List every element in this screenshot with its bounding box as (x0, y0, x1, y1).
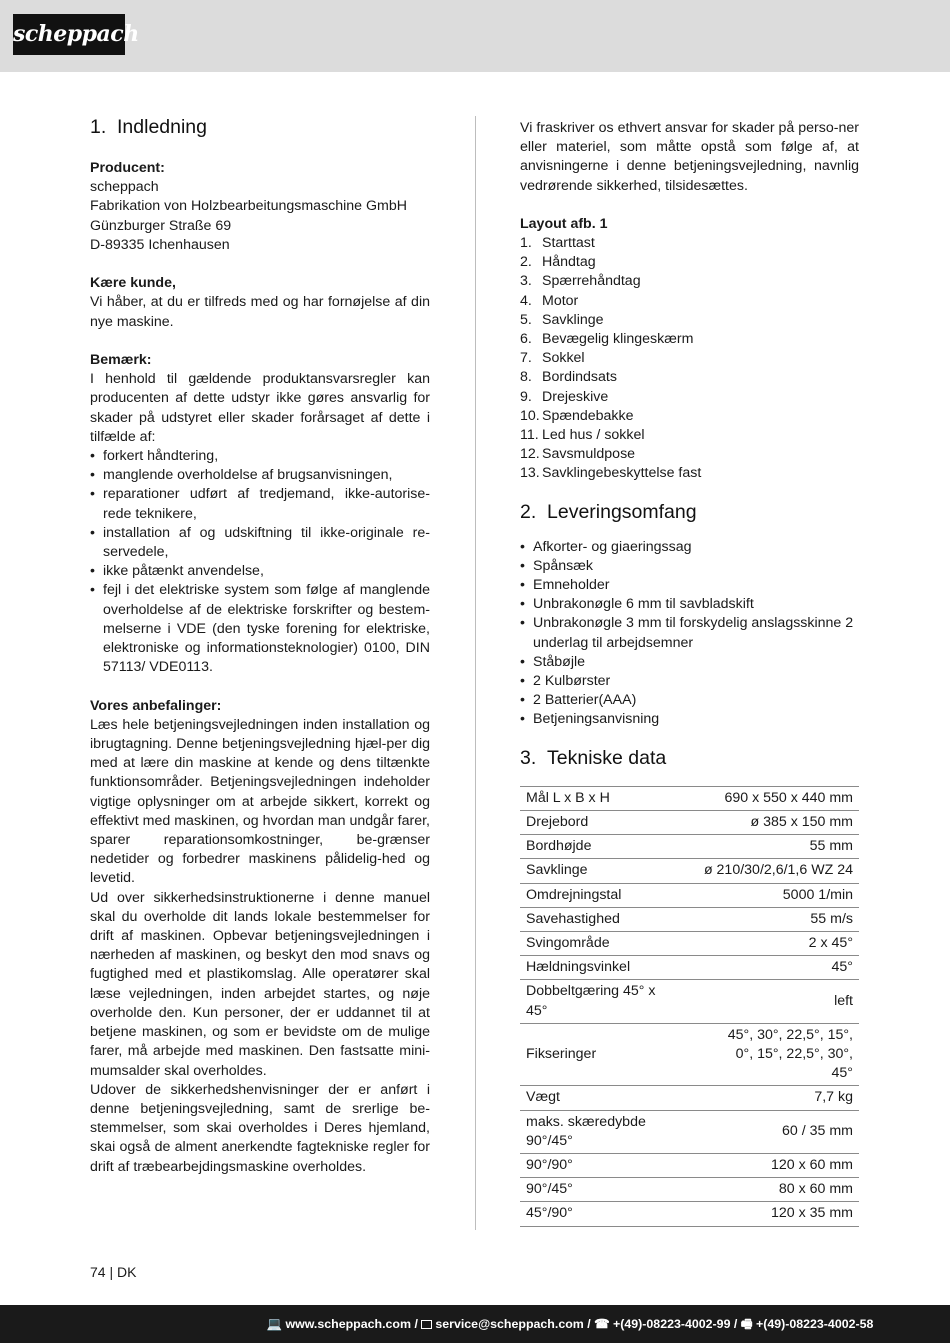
spec-label: Savehastighed (520, 907, 682, 931)
spec-value: 45°, 30°, 22,5°, 15°, 0°, 15°, 22,5°, 30°, 45° (682, 1023, 859, 1086)
layout-item: 1. Starttast (520, 235, 595, 252)
table-row (520, 931, 859, 955)
delivery-list (520, 538, 859, 730)
spec-label: Savklinge (520, 859, 682, 883)
layout-item: 11. Led hus / sokkel (520, 427, 645, 444)
delivery-item: • Ståbøjle (520, 653, 859, 672)
section-heading-intro: 1. Indledning (90, 116, 207, 138)
table-row (520, 1202, 859, 1226)
delivery-item: • Afkorter- og giaeringssag (520, 538, 859, 557)
spec-value: 2 x 45° (682, 931, 859, 955)
spec-value: ø 210/30/2,6/1,6 WZ 24 (682, 859, 859, 883)
spec-label: Mål L x B x H (520, 786, 682, 810)
spec-label: Vægt (520, 1086, 682, 1110)
list-item: • forkert håndtering, (90, 447, 430, 466)
list-item: • fejl i det elektriske system som følge af manglende overholdelse af de elektriske forskrifter og bestem-melserne i VDE (den tyske forening for elektriske, elektroniske og informationsteknologier) 0100, DIN 57113/ VDE0113. (90, 581, 430, 677)
layout-item: 2. Håndtag (520, 254, 596, 271)
note-label: Bemærk: (90, 352, 152, 368)
spec-label: 90°/45° (520, 1178, 682, 1202)
producer-label: Producent: (90, 160, 165, 176)
mail-icon (421, 1320, 432, 1329)
spec-value: 60 / 35 mm (682, 1110, 859, 1153)
spec-value: 80 x 60 mm (682, 1178, 859, 1202)
delivery-item: • Spånsæk (520, 557, 859, 576)
layout-item: 4. Motor (520, 292, 579, 309)
spec-label: Dobbeltgæring 45° x 45° (520, 980, 682, 1023)
recommendation-paragraph: Udover de sikkerhedshenvisninger der er anført i denne betjeningsvejledning, samt de srerlige be-stemmelser, som skai overholdes i Deres hjemland, skai også de alment anerkendte fagtekniske regler for drift af træbearbejdingsmaskine overholdes. (90, 1081, 430, 1175)
delivery-item: • Emneholder (520, 576, 859, 595)
table-row (520, 810, 859, 834)
section-heading-delivery: 2. Leveringsomfang (520, 500, 697, 523)
page-header (0, 0, 950, 72)
phone-number: +(49)-08223-4002-99 (613, 1317, 731, 1331)
layout-item: 9. Drejeskive (520, 388, 609, 405)
email-link[interactable]: service@scheppach.com (435, 1317, 584, 1331)
table-row (520, 907, 859, 931)
spec-label: 90°/90° (520, 1153, 682, 1177)
list-item: • reparationer udført af tredjemand, ikke-autorise-rede teknikere, (90, 485, 430, 523)
contact-footer: 💻 www.scheppach.com / service@scheppach.com / ☎ +(49)-08223-4002-99 / 🖷 +(49)-08223-4002-58 (0, 1305, 950, 1343)
tech-data-table (520, 786, 859, 1227)
table-row (520, 859, 859, 883)
layout-list (520, 234, 859, 484)
greeting-label: Kære kunde, (90, 275, 176, 292)
layout-item: 3. Spærrehåndtag (520, 273, 641, 290)
spec-label: maks. skæredybde 90°/45° (520, 1110, 682, 1153)
layout-item: 10. Spændebakke (520, 407, 634, 424)
layout-item: 8. Bordindsats (520, 369, 617, 386)
table-row (520, 835, 859, 859)
delivery-item: • Unbrakonøgle 6 mm til savbladskift (520, 595, 859, 614)
greeting-text: Vi håber, at du er tilfreds med og har fornøjelse af din nye maskine. (90, 294, 430, 330)
delivery-item: • Betjeningsanvisning (520, 710, 859, 729)
website-link[interactable]: www.scheppach.com (285, 1317, 412, 1331)
spec-value: 120 x 60 mm (682, 1153, 859, 1177)
recommendations-label: Vores anbefalinger: (90, 697, 222, 714)
delivery-item: • 2 Batterier(AAA) (520, 691, 859, 710)
column-divider (475, 116, 476, 1230)
list-item: • ikke påtænkt anvendelse, (90, 562, 430, 581)
computer-icon: 💻 (266, 1317, 283, 1331)
table-row (520, 883, 859, 907)
layout-item: 6. Bevægelig klingeskærm (520, 331, 694, 348)
spec-label: Bordhøjde (520, 835, 682, 859)
note-list (90, 447, 430, 677)
page-number: 74 | DK (90, 1264, 137, 1280)
delivery-item: • 2 Kulbørster (520, 672, 859, 691)
table-row (520, 786, 859, 810)
phone-icon: ☎ (594, 1317, 610, 1331)
table-row (520, 1178, 859, 1202)
table-row (520, 1110, 859, 1153)
table-row (520, 1023, 859, 1086)
spec-value: ø 385 x 150 mm (682, 810, 859, 834)
recommendation-paragraph: Ud over sikkerhedsinstruktionerne i denne manuel skal du overholde dit lands lokale bestemmelser for drift af maskinen. Opbevar betjeningsvejledningen i nærheden af maskinen, og beskyt den mod snavs og fugtighed med et plastikomslag. Alle operatører skal læse vejledningen, inden arbejdet startes, og nøje overholde den. Kun personer, der er uddannet til at betjene maskinen, og som er bevidste om de mulige farer, må arbejde med maskinen. Den fastsatte mini-mumsalder skal overholdes. (90, 889, 430, 1079)
spec-label: Hældningsvinkel (520, 956, 682, 980)
recommendation-paragraph: Læs hele betjeningsvejledningen inden installation og ibrugtagning. Denne betjeningsvejledning hjæl-per dig med at lære din maskine at kende og dens tiltænkte funktionsområder. Betjeningsvejledningen indeholder vigtige oplysninger om at arbejde sikkert, korrekt og effektivt med maskinen, og hvordan man undgår farer, sparer reparationsomkostninger, be-grænser nedetider og forbedrer maskinens pålidelig-hed og levetid. (90, 716, 430, 887)
layout-item: 13. Savklingebeskyttelse fast (520, 465, 702, 482)
left-column (90, 113, 430, 1177)
spec-value: 690 x 550 x 440 mm (682, 786, 859, 810)
fax-icon: 🖷 (740, 1317, 753, 1331)
table-row (520, 1153, 859, 1177)
spec-label: Omdrejningstal (520, 883, 682, 907)
table-row (520, 1086, 859, 1110)
producer-address: scheppach Fabrikation von Holzbearbeitungsmaschine GmbH Günzburger Straße 69 D-89335 Ichenhausen (90, 179, 408, 253)
layout-item: 5. Savklinge (520, 311, 604, 328)
table-row (520, 956, 859, 980)
list-item: • installation af og udskiftning til ikke-originale re-servedele, (90, 524, 430, 562)
note-text: I henhold til gældende produktansvarsregler kan producenten af dette udstyr ikke gøres ansvarlig for skader på udstyret eller skader forårsaget af dette i tilfælde af: (90, 371, 430, 445)
spec-value: 45° (682, 956, 859, 980)
spec-value: left (682, 980, 859, 1023)
layout-label: Layout afb. 1 (520, 215, 608, 232)
spec-value: 55 m/s (682, 907, 859, 931)
list-item: • manglende overholdelse af brugsanvisningen, (90, 466, 430, 485)
disclaimer-text: Vi fraskriver os ethvert ansvar for skader på perso-ner eller materiel, som måtte opstå som følge af, at anvisningerne i denne betjeningsvejledning, navnlig vedrørende sikkerhed, tilsidesættes. (520, 120, 859, 194)
spec-value: 55 mm (682, 835, 859, 859)
delivery-item: • Unbrakonøgle 3 mm til forskydelig anslagsskinne 2 underlag til arbejdsemner (520, 614, 859, 652)
layout-item: 12. Savsmuldpose (520, 446, 636, 463)
section-heading-tech: 3. Tekniske data (520, 746, 667, 769)
spec-value: 120 x 35 mm (682, 1202, 859, 1226)
spec-label: 45°/90° (520, 1202, 682, 1226)
scheppach-logo: scheppach (13, 14, 125, 55)
spec-label: Svingområde (520, 931, 682, 955)
spec-label: Drejebord (520, 810, 682, 834)
table-row (520, 980, 859, 1023)
layout-item: 7. Sokkel (520, 350, 585, 367)
right-column (520, 119, 859, 1227)
spec-value: 5000 1/min (682, 883, 859, 907)
spec-label: Fikseringer (520, 1023, 682, 1086)
fax-number: +(49)-08223-4002-58 (755, 1317, 874, 1331)
spec-value: 7,7 kg (682, 1086, 859, 1110)
